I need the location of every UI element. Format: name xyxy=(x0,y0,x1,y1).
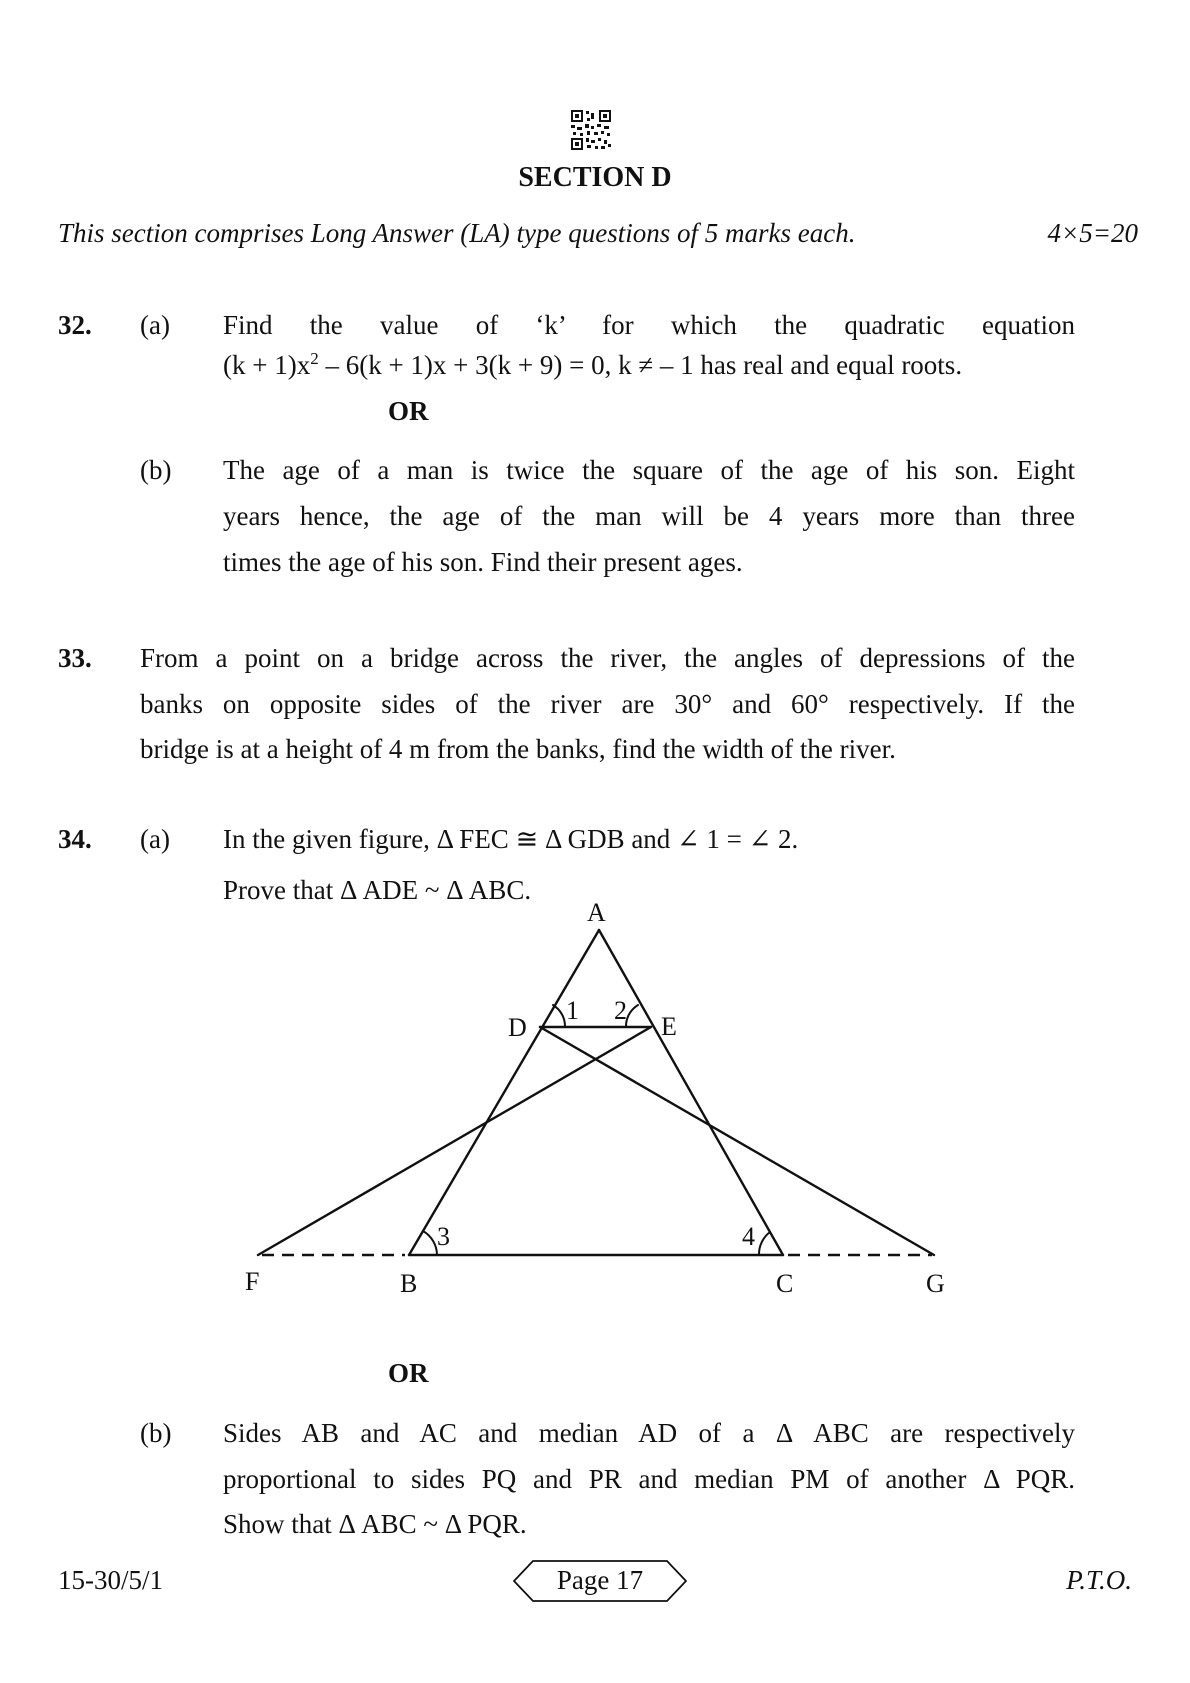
vertex-label-g: G xyxy=(926,1269,945,1298)
page-number: Page 17 xyxy=(556,1565,644,1595)
vertex-label-e: E xyxy=(661,1012,677,1041)
question-number-34: 34. xyxy=(58,824,92,854)
q32b-line-1: The age of a man is twice the square of the age of his son. Eight xyxy=(223,455,1075,485)
vertex-label-c: C xyxy=(776,1269,794,1298)
section-intro: This section comprises Long Answer (LA) type questions of 5 marks each. xyxy=(58,218,856,248)
q34b-line-3: Show that Δ ABC ~ Δ PQR. xyxy=(223,1509,527,1539)
equation-part-1: (k + 1)x xyxy=(223,350,311,380)
part-label-34b: (b) xyxy=(140,1418,172,1448)
page-number-badge xyxy=(513,1560,687,1602)
vertex-label-f: F xyxy=(245,1267,260,1296)
q32b-line-2: years hence, the age of the man will be 4 years more than three xyxy=(223,501,1075,531)
section-marks: 4×5=20 xyxy=(1047,218,1138,248)
equation-exponent: 2 xyxy=(310,349,319,368)
question-number-33: 33. xyxy=(58,643,92,673)
angle-arc-3 xyxy=(423,1231,437,1255)
angle-arc-1 xyxy=(553,1005,565,1027)
q34b-line-2: proportional to sides PQ and PR and median PM of another Δ PQR. xyxy=(223,1464,1075,1494)
vertex-label-b: B xyxy=(400,1269,418,1298)
question-number-32: 32. xyxy=(58,310,92,340)
q34a-line-2: Prove that Δ ADE ~ Δ ABC. xyxy=(223,875,532,905)
angle-label-2: 2 xyxy=(614,996,627,1025)
paper-code: 15-30/5/1 xyxy=(58,1565,163,1595)
q33-line-2: banks on opposite sides of the river are 30° and 60° respectively. If the xyxy=(140,689,1075,719)
q34b-line-1: Sides AB and AC and median AD of a Δ ABC are respectively xyxy=(223,1418,1075,1448)
q33-line-3: bridge is at a height of 4 m from the banks, find the width of the river. xyxy=(140,734,896,764)
vertex-label-a: A xyxy=(587,898,606,927)
part-label-32b: (b) xyxy=(140,455,172,485)
angle-arc-4 xyxy=(759,1232,770,1255)
equation-part-2: – 6(k + 1)x + 3(k + 9) = 0, k ≠ – 1 has real and equal roots. xyxy=(318,350,963,380)
angle-label-3: 3 xyxy=(437,1222,450,1251)
angle-arc-2 xyxy=(626,1005,638,1027)
side-ac xyxy=(599,930,783,1255)
q32a-line-1: Find the value of ‘k’ for which the quadratic equation xyxy=(223,310,1075,340)
or-label-34: OR xyxy=(388,1358,429,1388)
side-ab xyxy=(409,930,599,1255)
part-label-34a: (a) xyxy=(140,824,170,854)
section-title: SECTION D xyxy=(518,162,672,193)
q34a-line-1: In the given figure, Δ FEC ≅ Δ GDB and ∠ 1 = ∠ 2. xyxy=(223,824,799,854)
segment-ef xyxy=(258,1027,651,1255)
segment-dg xyxy=(540,1027,934,1255)
or-label-32: OR xyxy=(388,396,429,426)
please-turn-over: P.T.O. xyxy=(1066,1565,1132,1595)
angle-label-4: 4 xyxy=(742,1222,755,1251)
q32b-line-3: times the age of his son. Find their present ages. xyxy=(223,547,743,577)
angle-label-1: 1 xyxy=(566,996,579,1025)
q33-line-1: From a point on a bridge across the river, the angles of depressions of the xyxy=(140,643,1075,673)
vertex-label-d: D xyxy=(508,1013,527,1042)
part-label-32a: (a) xyxy=(140,310,170,340)
